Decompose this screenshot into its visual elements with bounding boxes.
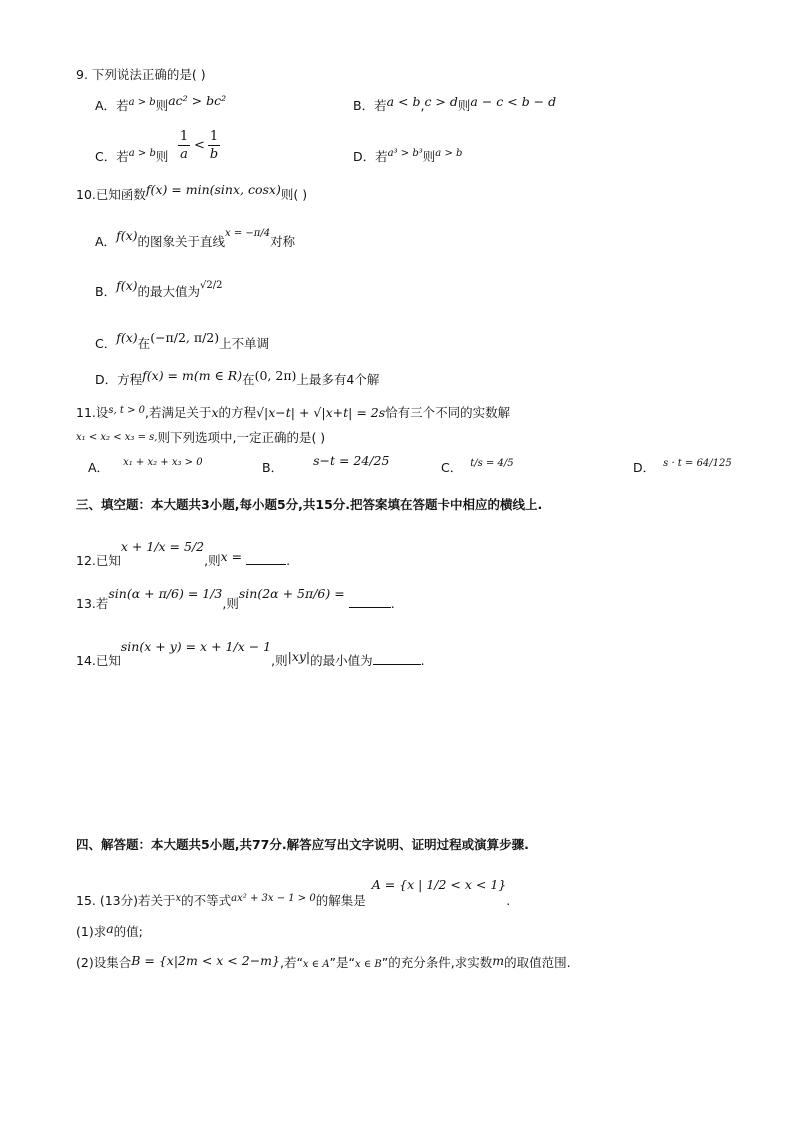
math-condition: sin(α + π/6) = 1/3 [108,586,223,601]
stem-text: 13.若 [76,596,109,611]
stem-text: . [390,596,395,611]
q11-stem [76,407,510,420]
math-equation: sin(x + y) = x + 1/x − 1 [120,639,272,654]
stem-text: 10.已知函数 [76,187,146,202]
math-function: f(x) [116,330,138,345]
math-variable: a [106,921,114,936]
option-label: C． [95,149,117,164]
section-3-title: 三、填空题：本大题共3小题,每小题5分,共15分.把答案填在答题卡中相应的横线上. [76,497,543,512]
math-set: B = {x|2m < x < 2−m} [131,953,280,968]
math-expression: |xy| [287,649,311,664]
option-text: 则 [155,149,169,164]
math-condition: a > b [128,97,156,108]
q9-option-b [353,94,557,113]
q10-option-c [95,330,270,351]
q11-option-c [441,458,514,475]
math-variable: x [211,405,219,420]
math-condition: s, t > 0 [108,405,145,416]
q14 [76,639,425,668]
q9-option-d [353,148,463,164]
math-inequality: ax² + 3x − 1 > 0 [231,893,316,904]
answer-blank[interactable] [349,607,391,608]
stem-text: 的最小值为 [310,653,373,668]
option-text: 对称 [270,234,296,249]
option-text: 方程 [117,372,143,387]
stem-text: . [420,653,425,668]
stem-text: 的值; [113,924,143,939]
q9-option-c [95,148,169,164]
stem-text: ”的充分条件,求实数 [381,955,493,970]
option-text: , [420,98,425,113]
q10-option-b [95,278,223,299]
math-equation: x + 1/x = 5/2 [120,539,205,554]
math-expression: s−t = 24/25 [313,453,390,468]
stem-text: 的不等式 [181,893,232,908]
math-equation: √|x−t| + √|x+t| = 2s [256,405,386,420]
math-condition: a > b [128,148,156,159]
option-label: B． [353,98,375,113]
stem-text: 的方程 [218,405,257,420]
option-text: 则 [422,149,436,164]
math-result: a > b [435,148,463,159]
math-variable: m [492,953,505,968]
q11-stem-line2 [76,432,325,445]
option-text: 则 [457,98,471,113]
q15-stem [76,877,511,908]
option-text: 若 [375,149,388,164]
stem-text: 则下列选项中,一定正确的是( ) [157,430,326,445]
q11-option-d [633,458,732,475]
option-text: 上最多有4个解 [296,372,380,387]
option-text: 若 [116,98,129,113]
option-text: 则 [155,98,169,113]
math-interval: (0, 2π) [254,368,297,383]
math-line: x = −π/4 [225,228,271,239]
math-condition: x₁ < x₂ < x₃ = s, [76,432,158,443]
q9-stem: 9. 下列说法正确的是( ) [76,67,206,82]
math-result: ac² > bc² [168,93,227,108]
option-label: C． [441,460,463,475]
option-text: 上不单调 [219,336,270,351]
stem-text: 11.设 [76,405,109,420]
stem-text: 15. (13分)若关于 [76,893,176,908]
answer-blank[interactable] [246,564,286,565]
math-value: √2/2 [200,280,223,291]
stem-text: ,若“ [279,955,303,970]
math-condition: x ∈ B [355,959,382,970]
option-label: C． [95,336,117,351]
option-text: 的图象关于直线 [137,234,226,249]
option-text: 若 [116,149,129,164]
stem-text: ,则 [204,553,221,568]
option-label: B． [262,460,284,475]
answer-blank[interactable] [373,664,421,665]
math-expression: s · t = 64/125 [663,458,732,469]
option-text: 在 [242,372,255,387]
q9-option-a [95,93,227,113]
math-variable: x = [220,549,243,564]
math-set: A = {x | 1/2 < x < 1} [371,877,507,892]
math-expression: t/s = 4/5 [470,458,514,469]
option-text: 的最大值为 [137,284,201,299]
option-text: 在 [137,336,151,351]
math-condition: x ∈ A [302,959,330,970]
stem-text: 的解集是 [315,893,366,908]
stem-text: ,则 [271,653,288,668]
math-function: f(x) = min(sinx, cosx) [145,182,281,197]
math-function: f(x) [116,278,138,293]
option-text: 若 [374,98,387,113]
stem-text: (1)求 [76,924,107,939]
option-label: D． [95,372,118,387]
stem-text: 则( ) [280,187,308,202]
q10-option-d [95,368,380,387]
stem-text: 恰有三个不同的实数解 [385,405,511,420]
option-label: D． [633,460,656,475]
stem-text: 14.已知 [76,653,121,668]
stem-text: ,则 [222,596,239,611]
option-label: D． [353,149,376,164]
option-label: A． [88,460,110,475]
math-condition: a³ > b³ [387,148,423,159]
stem-text: . [506,893,511,908]
section-4-title: 四、解答题：本大题共5小题,共77分.解答应写出文字说明、证明过程或演算步骤. [76,837,529,852]
q12 [76,539,291,568]
math-result: a − c < b − d [470,94,557,109]
stem-text: 的取值范围. [504,955,571,970]
q11-option-b [262,453,390,475]
q15-part1 [76,921,143,939]
q10-stem [76,182,308,202]
math-function: f(x) [116,228,138,243]
stem-text: ,若满足关于 [145,405,212,420]
option-label: A． [95,234,117,249]
q15-part2 [76,953,571,970]
option-label: B． [95,284,117,299]
math-condition: a < b [386,94,421,109]
option-label: A． [95,98,117,113]
math-condition: c > d [424,94,458,109]
q13 [76,586,395,611]
math-expression: x₁ + x₂ + x₃ > 0 [123,457,203,468]
math-equation: f(x) = m(m ∈ R) [142,368,243,383]
math-variable: x [175,893,182,904]
math-interval: (−π/2, π/2) [150,330,220,345]
stem-text: ”是“ [329,955,355,970]
stem-text: 12.已知 [76,553,121,568]
math-expression: sin(2α + 5π/6) = [238,586,345,601]
stem-text: (2)设集合 [76,955,132,970]
q11-option-a [88,457,203,475]
stem-text: . [286,553,291,568]
